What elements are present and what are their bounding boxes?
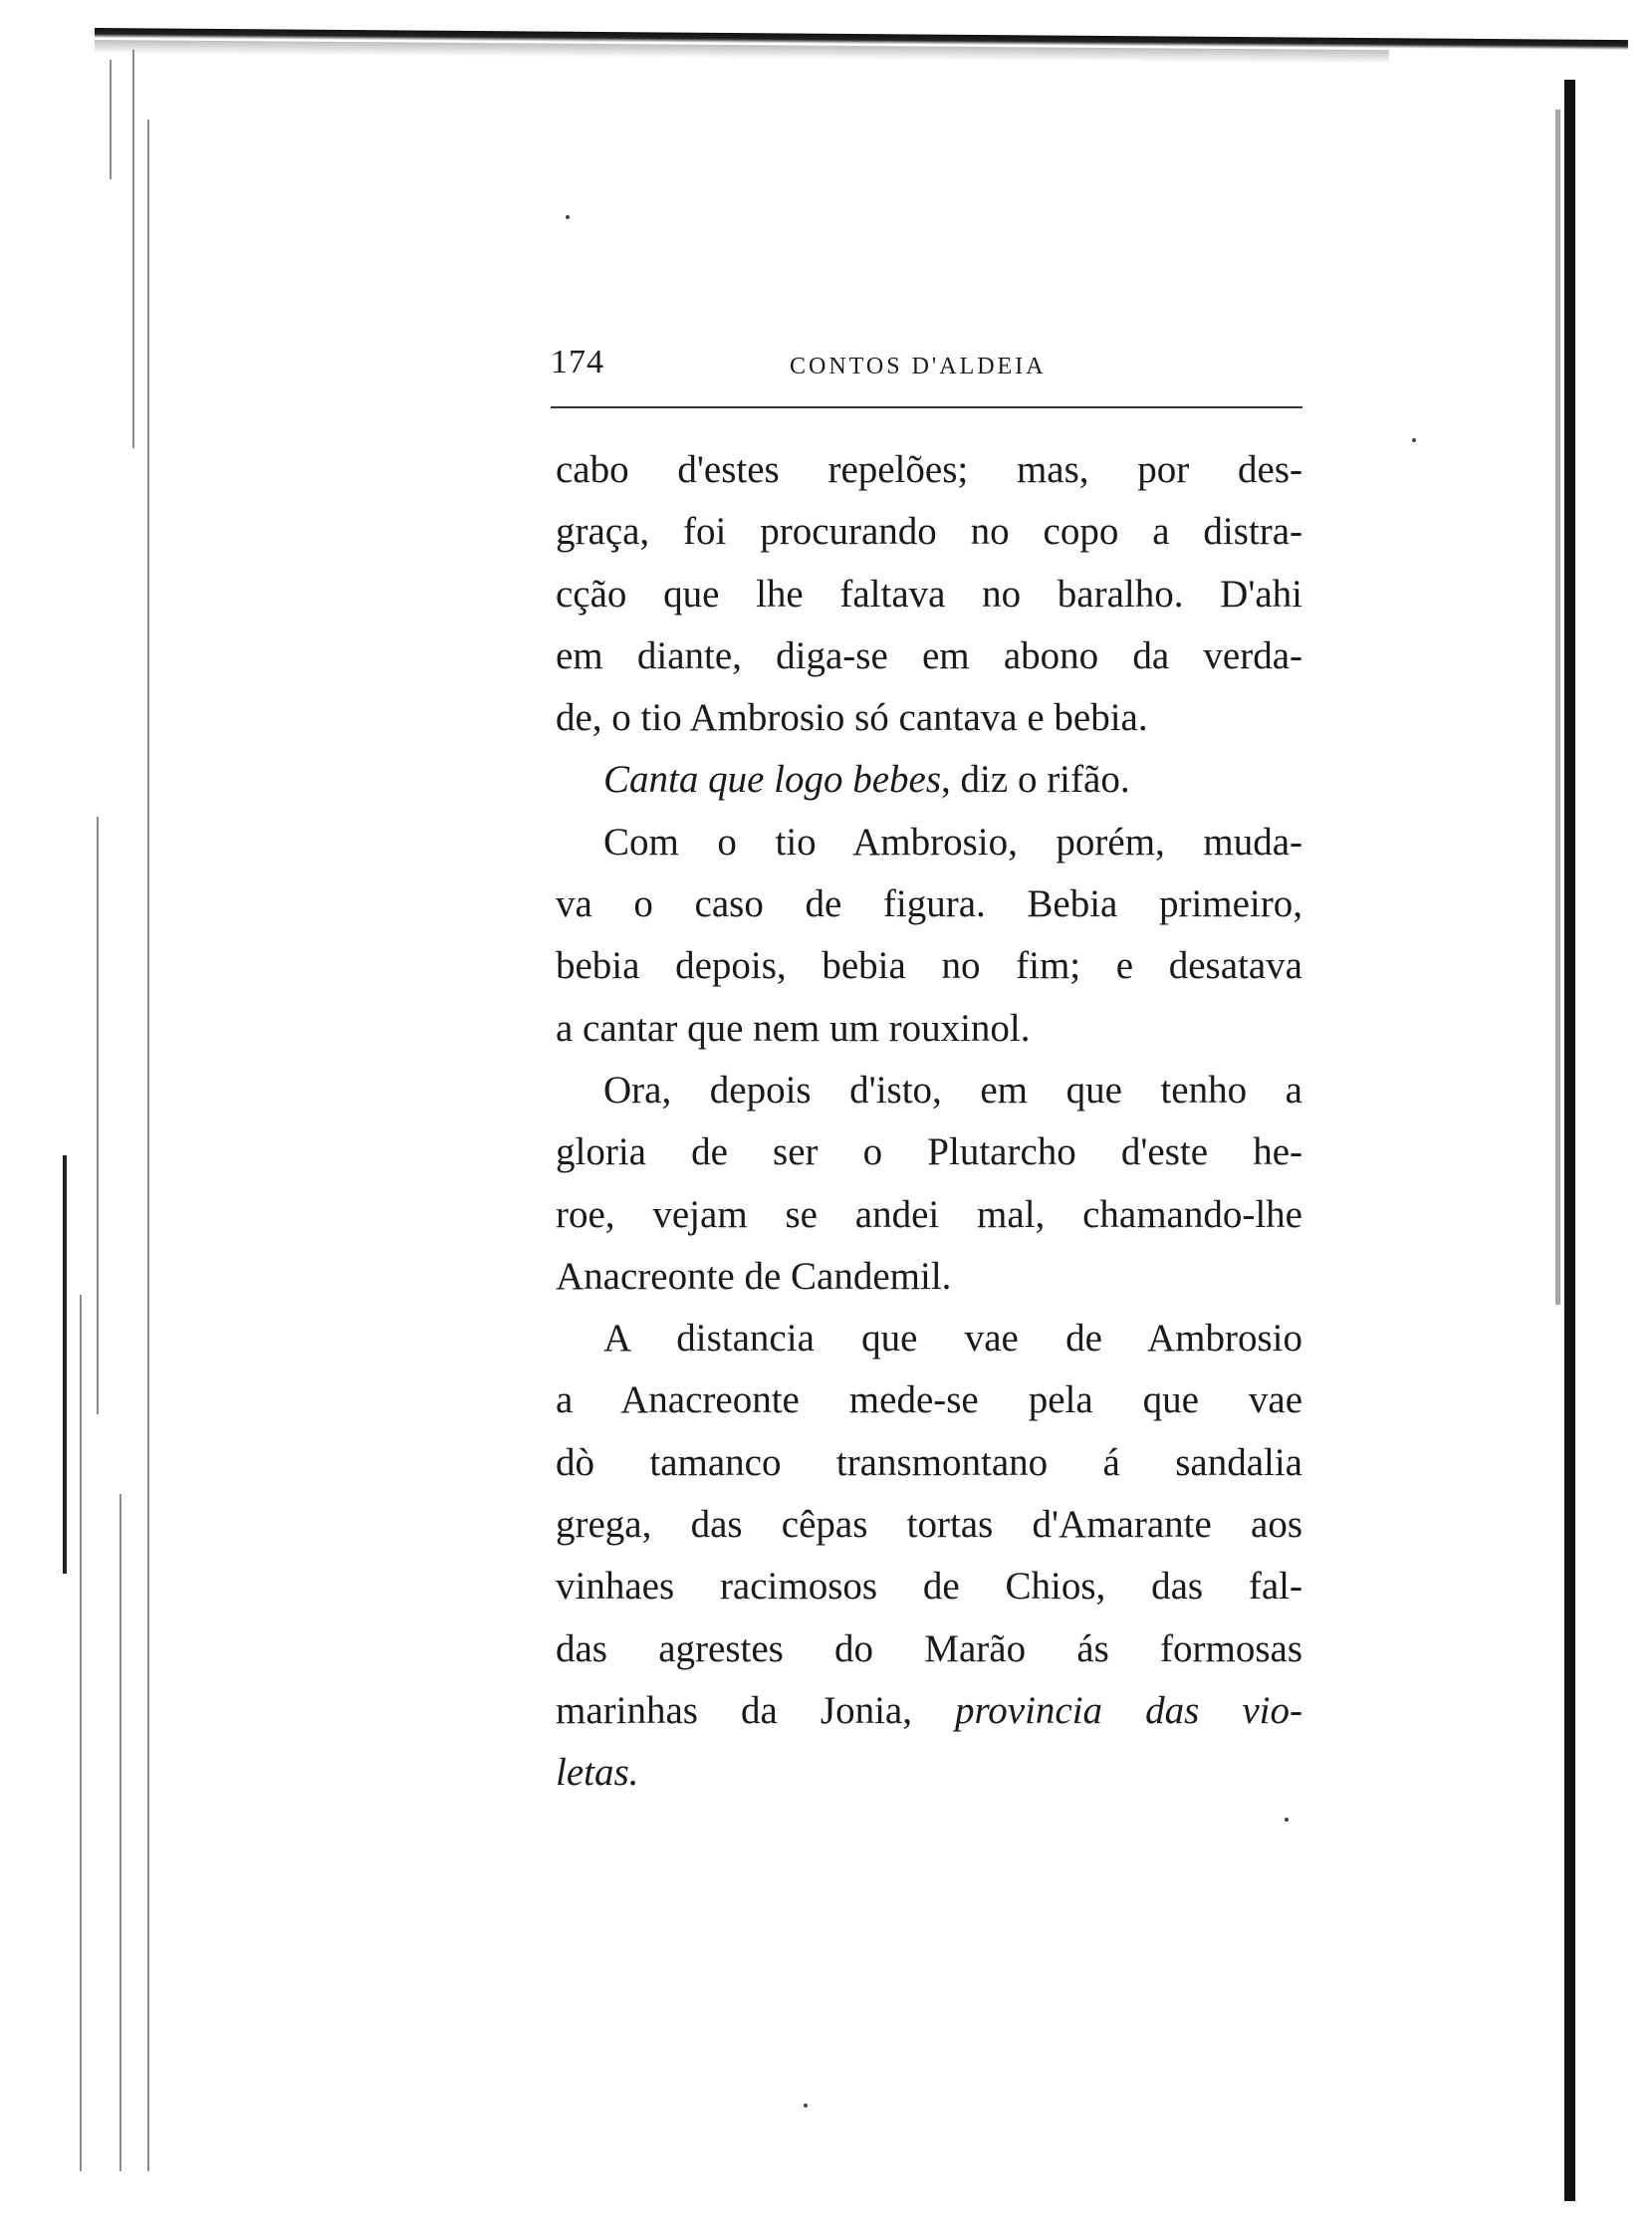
text-line: letas. bbox=[556, 1751, 639, 1795]
scan-speck bbox=[1412, 438, 1416, 442]
proverb-rest: , diz o rifão. bbox=[941, 758, 1130, 802]
text-line: Ora, depois d'isto, em que tenho a bbox=[603, 1068, 1302, 1112]
gutter-mark bbox=[119, 1494, 121, 2171]
gutter-mark bbox=[63, 1155, 67, 1574]
text-line: a cantar que nem um rouxinol. bbox=[556, 1006, 1031, 1050]
text-line: cabo d'estes repelões; mas, por des- bbox=[556, 448, 1302, 491]
gutter-mark bbox=[132, 50, 134, 448]
gutter-mark bbox=[80, 1295, 82, 2171]
text-line: va o caso de figura. Bebia primeiro, bbox=[556, 882, 1302, 926]
text-line bbox=[556, 1680, 1302, 1742]
text-line: em diante, diga-se em abono da verda- bbox=[556, 633, 1302, 677]
scan-speck bbox=[566, 215, 570, 219]
body-text bbox=[556, 439, 1302, 1805]
text-line: vinhaes racimosos de Chios, das fal- bbox=[556, 1565, 1302, 1609]
italic-segment: provincia das vio- bbox=[955, 1688, 1302, 1732]
text-line: cção que lhe faltava no baralho. D'ahi bbox=[556, 572, 1302, 616]
scan-speck bbox=[804, 2104, 808, 2107]
header-rule bbox=[551, 406, 1302, 408]
text-line: bebia depois, bebia no fim; e desatava bbox=[556, 944, 1302, 988]
scan-speck bbox=[1285, 1818, 1289, 1822]
text-line: dò tamanco transmontano á sandalia bbox=[556, 1440, 1302, 1484]
text-line: a Anacreonte mede-se pela que vae bbox=[556, 1378, 1302, 1422]
gutter-mark bbox=[110, 60, 112, 179]
text-segment: marinhas da Jonia, bbox=[556, 1688, 956, 1732]
page-number: 174 bbox=[551, 344, 604, 380]
text-line: graça, foi procurando no copo a distra- bbox=[556, 510, 1302, 554]
text-line: das agrestes do Marão ás formosas bbox=[556, 1626, 1302, 1670]
text-line: Com o tio Ambrosio, porém, muda- bbox=[603, 820, 1302, 864]
gutter-mark bbox=[147, 120, 149, 2171]
text-line: grega, das cêpas tortas d'Amarante aos bbox=[556, 1503, 1302, 1547]
text-line: roe, vejam se andei mal, chamando-lhe bbox=[556, 1192, 1302, 1236]
text-line: A distancia que vae de Ambrosio bbox=[603, 1317, 1302, 1361]
running-title: CONTOS D'ALDEIA bbox=[790, 354, 1047, 379]
scan-edge-right-shadow bbox=[1555, 110, 1560, 1305]
scan-edge-right bbox=[1564, 80, 1575, 2201]
text-line: de, o tio Ambrosio só cantava e bebia. bbox=[556, 696, 1148, 740]
proverb-line bbox=[556, 749, 1302, 811]
text-line: gloria de ser o Plutarcho d'este he- bbox=[556, 1130, 1302, 1174]
text-line: Anacreonte de Candemil. bbox=[556, 1254, 952, 1298]
gutter-mark bbox=[97, 817, 99, 1414]
proverb-italic: Canta que logo bebes bbox=[603, 758, 942, 802]
running-head bbox=[551, 344, 1302, 387]
